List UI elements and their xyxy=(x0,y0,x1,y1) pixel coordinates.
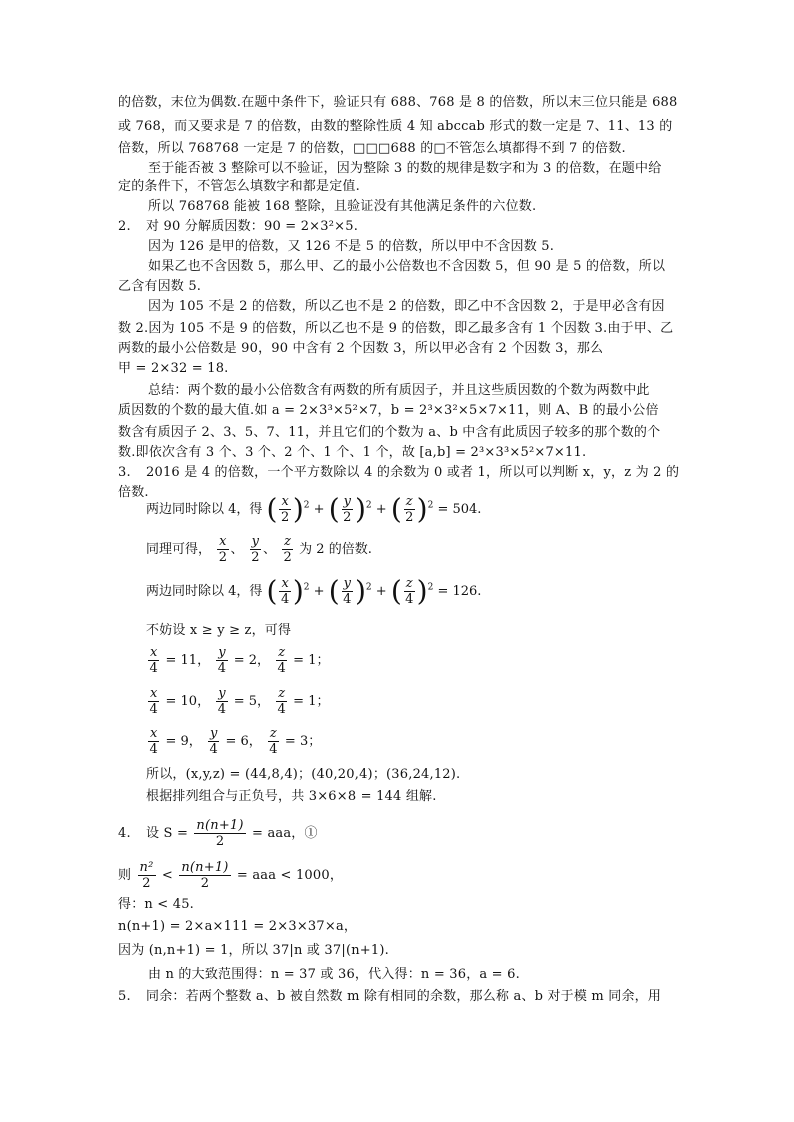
text-line: 如果乙也不含因数 5，那么甲、乙的最小公倍数也不含因数 5，但 90 是 5 的倍数，所以 xyxy=(148,259,666,274)
text-line: 或 768，而又要求是 7 的倍数，由数的整除性质 4 知 abccab 形式的数一定是 7、11、13 的 xyxy=(118,119,673,134)
solution-row: $\frac{x}{4}$ = 9， $\frac{y}{4}$ = 6， $\frac{z}{4}$ = 3； xyxy=(149,726,322,757)
text-line: 甲 = 2×32 = 18. xyxy=(118,361,229,376)
solution-row: $\frac{x}{4}$ = 11， $\frac{y}{4}$ = 2， $\frac{z}{4}$ = 1； xyxy=(149,645,330,676)
text-line: 对 90 分解质因数：90 = 2×3²×5. xyxy=(146,219,359,234)
text-line: 数含有质因子 2、3、5、7、11，并且它们的个数为 a、b 中含有此质因子较多的那个数的个 xyxy=(118,425,661,440)
text-line: 所以 768768 能被 168 整除，且验证没有其他满足条件的六位数. xyxy=(148,199,537,214)
item-number: 3. xyxy=(118,465,131,480)
equation-text: = 504. xyxy=(437,502,482,517)
equation-text: 则 xyxy=(118,868,132,883)
text-line: 定的条件下，不管怎么填数字和都是定值. xyxy=(118,179,360,194)
fraction: $\frac{z}{2}$ xyxy=(283,534,292,565)
fraction: $\frac{x}{4}$ xyxy=(281,576,290,607)
text-line: n(n+1) = 2×a×111 = 2×3×37×a， xyxy=(118,919,358,934)
equation-row: 同理可得， $\frac{x}{2}$ 、 $\frac{y}{2}$ 、 $\frac{z}{2}$ 为 2 的倍数. xyxy=(146,534,372,565)
text-line: 因为 105 不是 2 的倍数，所以乙也不是 2 的倍数，即乙中不含因数 2，于是甲必含有因 xyxy=(148,299,665,314)
text-line: 因为 (n,n+1) = 1，所以 37|n 或 37|(n+1). xyxy=(118,943,389,958)
text-line: 至于能否被 3 整除可以不验证，因为整除 3 的数的规律是数字和为 3 的倍数，在题中给 xyxy=(148,161,662,176)
fraction: $\frac{z}{2}$ xyxy=(405,494,414,525)
item-3 xyxy=(118,462,678,484)
text-line: 不妨设 x ≥ y ≥ z，可得 xyxy=(146,623,292,638)
item-number: 4. xyxy=(118,826,131,841)
text-line: 倍数，所以 768768 一定是 7 的倍数，□□□688 的□不管怎么填都得不到 7 的倍数. xyxy=(118,141,626,156)
solution-row: $\frac{x}{4}$ = 10， $\frac{y}{4}$ = 5， $\frac{z}{4}$ = 1； xyxy=(149,686,330,717)
equation-text: = 126. xyxy=(437,584,482,599)
fraction: $\frac{n(n+1)}{2}$ xyxy=(181,860,229,891)
text-line: 数.即依次含有 3 个、3 个、2 个、1 个、1 个，故 [a,b] = 2³×3³×5²×7×11. xyxy=(118,445,587,460)
text-line: 根据排列组合与正负号，共 3×6×8 = 144 组解. xyxy=(146,789,437,804)
equation-row: 则 $\frac{\text{n²}}{2}$ < $\frac{n(n+1)}{2}$ = aaa < 1000， xyxy=(118,860,344,891)
item-number: 5. xyxy=(118,989,131,1004)
text-line: 倍数. xyxy=(118,485,149,500)
text-line: 两数的最小公倍数是 90，90 中含有 2 个因数 3，所以甲必含有 2 个因数 3，那么 xyxy=(118,341,604,356)
item-5 xyxy=(118,986,678,1008)
fraction: $\frac{y}{2}$ xyxy=(343,494,352,525)
fraction: $\frac{y}{2}$ xyxy=(251,534,260,565)
text-line: 由 n 的大致范围得：n = 37 或 36，代入得：n = 36，a = 6. xyxy=(148,967,520,982)
text-line: 的倍数，末位为偶数.在题中条件下，验证只有 688、768 是 8 的倍数，所以末三位只能是 688 xyxy=(118,95,678,110)
text-line: 总结：两个数的最小公倍数含有两数的所有质因子，并且这些质因数的个数为两数中此 xyxy=(148,383,650,398)
equation-text: 两边同时除以 4，得 xyxy=(146,584,263,599)
item-2 xyxy=(118,216,678,238)
text-line: 因为 126 是甲的倍数，又 126 不是 5 的倍数，所以甲中不含因数 5. xyxy=(148,239,555,254)
equation-row: 两边同时除以 4，得 ( $\frac{x}{2}$ )$^2$ + ( $\frac{y}{2}$ )$^2$ + ( $\frac{z}{2}$ )$^2$ = 504. xyxy=(146,492,482,526)
text-line: 所以，(x,y,z) = (44,8,4)；(40,20,4)；(36,24,12). xyxy=(146,767,461,782)
fraction: $\frac{y}{4}$ xyxy=(343,576,352,607)
equation-text: 设 S = xyxy=(146,826,189,841)
item-number: 2. xyxy=(118,219,131,234)
equation-text: 两边同时除以 4，得 xyxy=(146,502,263,517)
equation-row: 两边同时除以 4，得 ( $\frac{x}{4}$ )$^2$ + ( $\frac{y}{4}$ )$^2$ + ( $\frac{z}{4}$ )$^2$ = 126. xyxy=(146,574,482,608)
equation-text: = aaa < 1000， xyxy=(236,868,344,883)
text-line: 数 2.因为 105 不是 9 的倍数，所以乙也不是 9 的倍数，即乙最多含有 1 个因数 3.由于甲、乙 xyxy=(118,321,674,336)
equation-text: 为 2 的倍数. xyxy=(299,542,372,557)
fraction: $\frac{z}{4}$ xyxy=(405,576,414,607)
text-line: 同余：若两个整数 a、b 被自然数 m 除有相同的余数，那么称 a、b 对于模 m 同余，用 xyxy=(146,989,662,1004)
fraction: $\frac{x}{2}$ xyxy=(218,534,227,565)
fraction: $\frac{x}{2}$ xyxy=(281,494,290,525)
text-line: 2016 是 4 的倍数，一个平方数除以 4 的余数为 0 或者 1，所以可以判断 x，y，z 为 2 的 xyxy=(146,465,680,480)
item-4 xyxy=(118,818,678,849)
text-line: 得：n < 45. xyxy=(118,897,195,912)
fraction: $\frac{\text{n²}}{2}$ xyxy=(139,860,154,891)
equation-text: 同理可得， xyxy=(146,542,212,557)
equation-text: = aaa，① xyxy=(252,826,318,841)
fraction: $\frac{n(n+1)}{2}$ xyxy=(196,818,244,849)
text-line: 质因数的个数的最大值.如 a = 2×3³×5²×7，b = 2³×3²×5×7×11，则 A、B 的最小公倍 xyxy=(118,403,659,418)
text-line: 乙含有因数 5. xyxy=(118,279,202,294)
